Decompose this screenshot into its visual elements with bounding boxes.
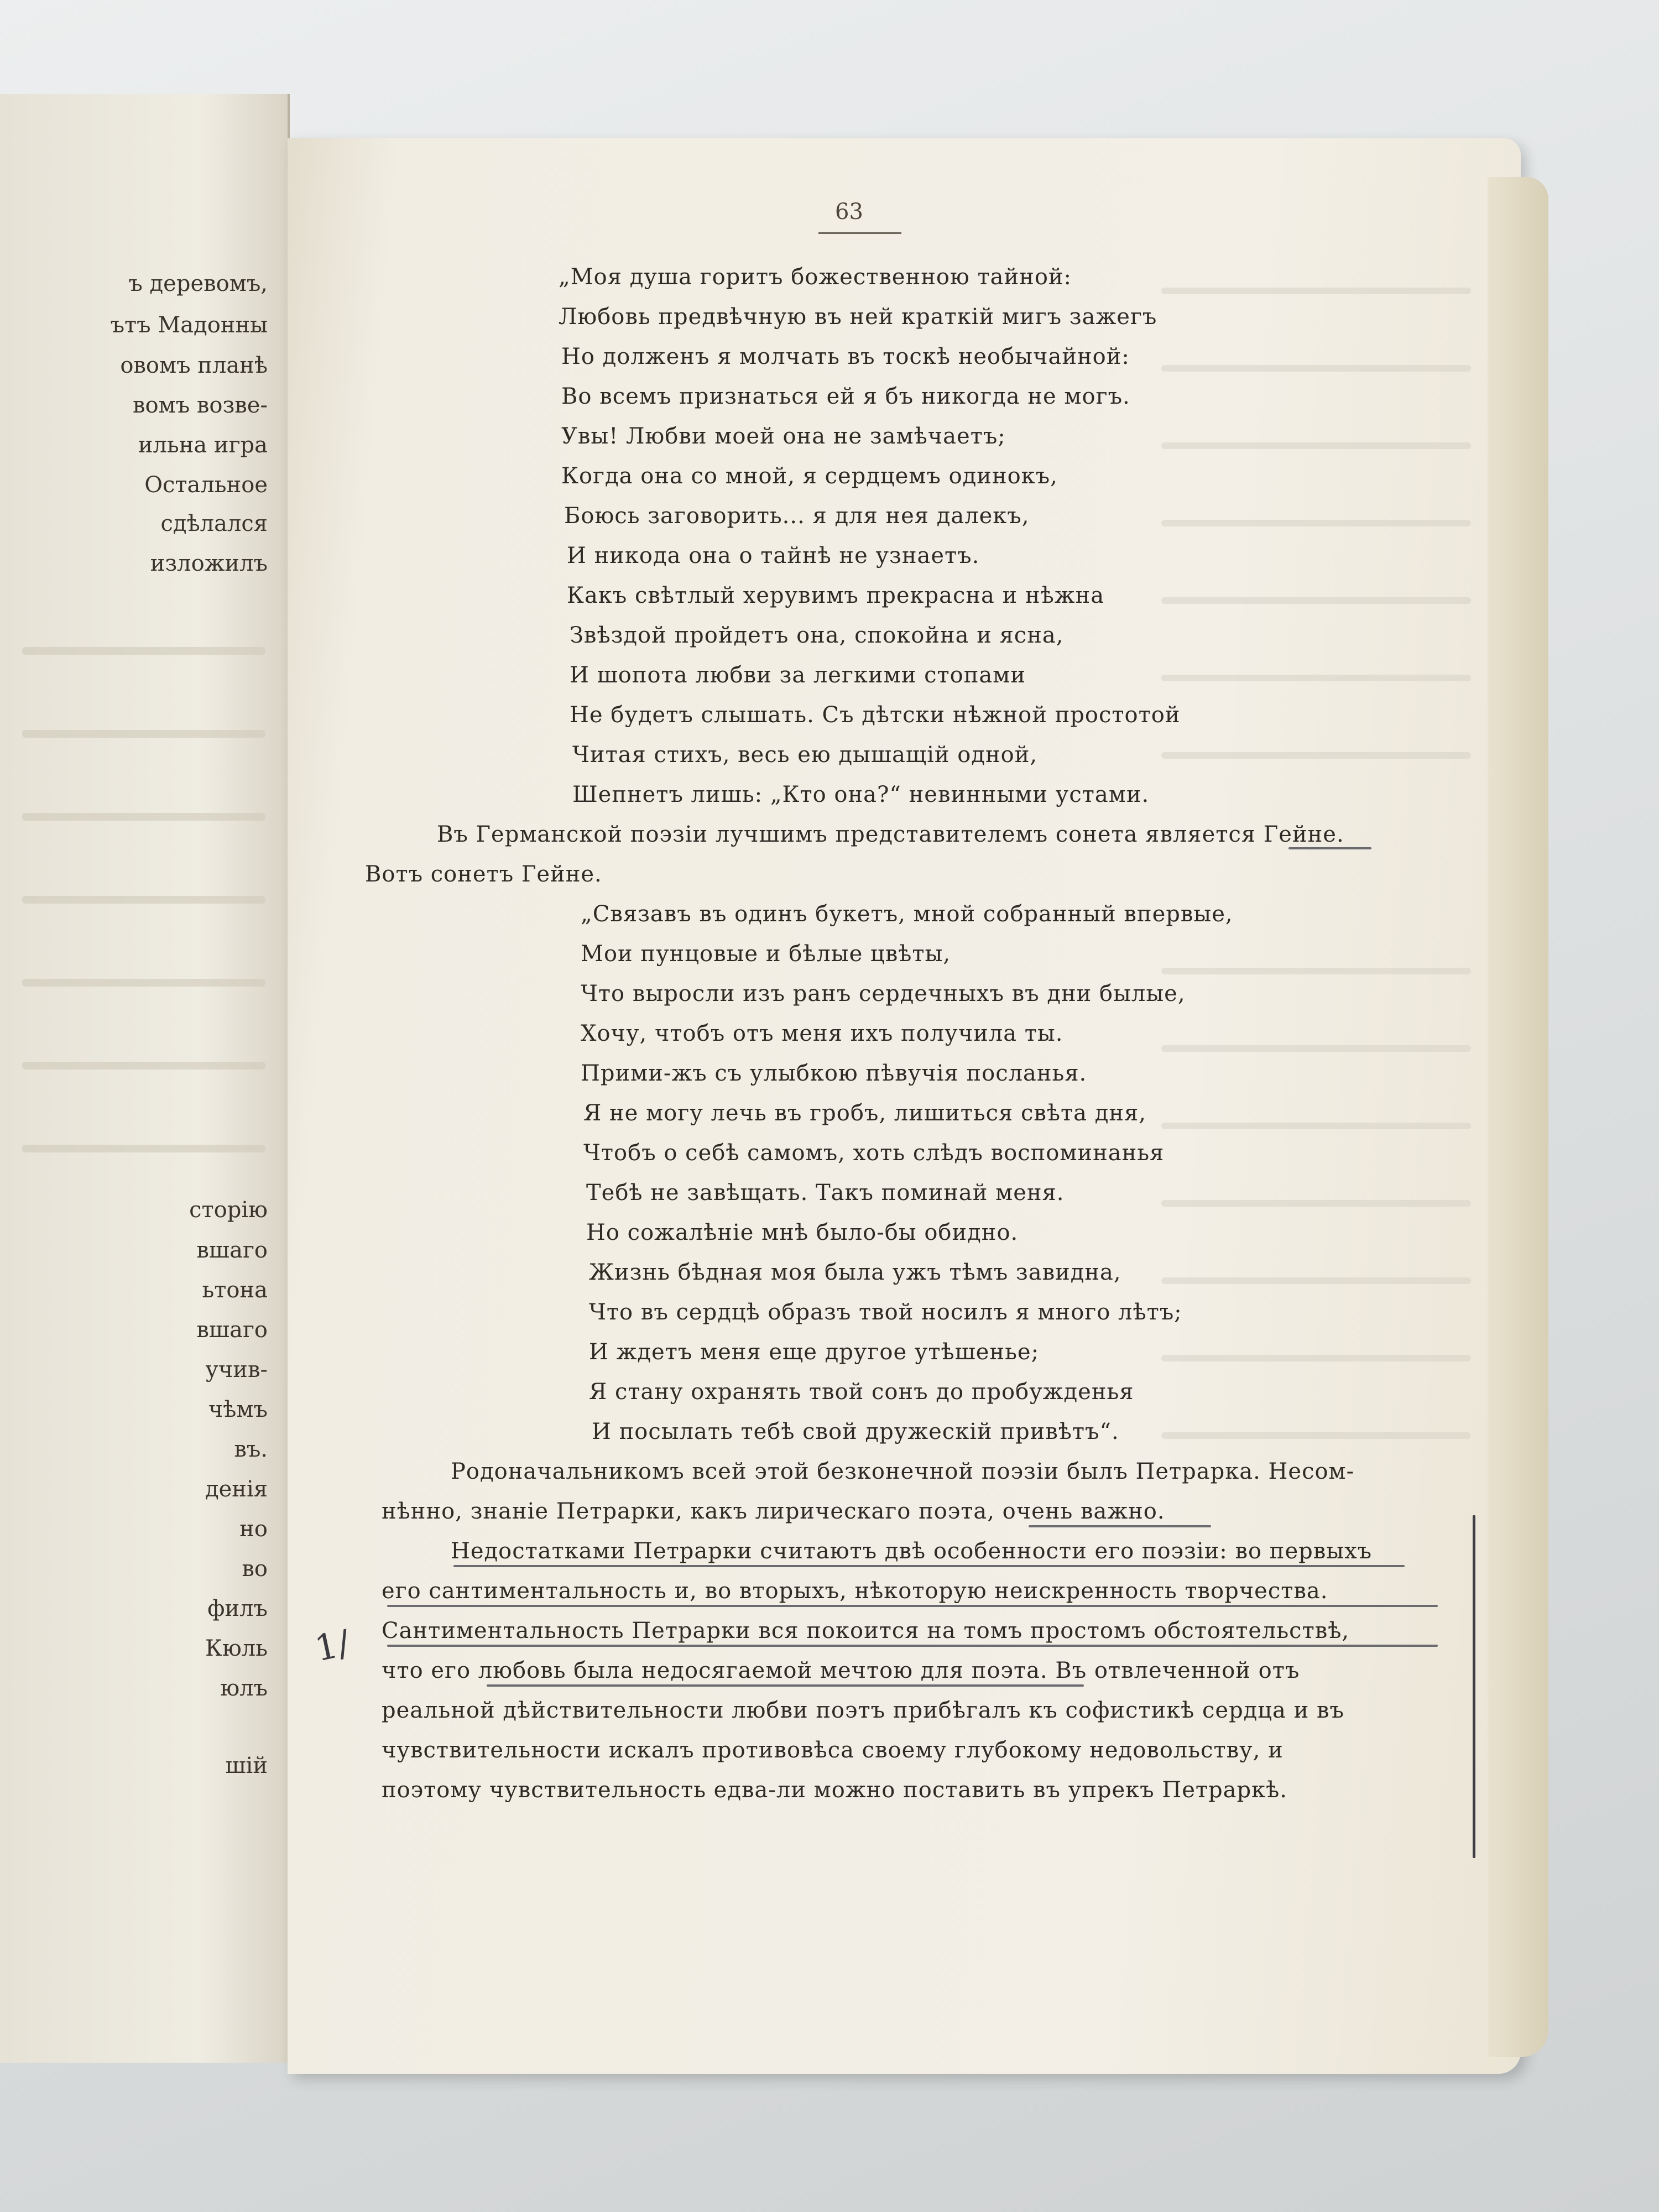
bleed-through-line [1161,752,1471,759]
margin-handwritten-note: 1/ [311,1623,354,1670]
poem-line: „Моя душа горитъ божественною тайной: [559,264,1072,290]
poem-line: Жизнь бѣдная моя была ужъ тѣмъ завидна, [589,1260,1121,1285]
page-edge [1488,177,1548,2057]
left-page-line: но [239,1516,268,1542]
poem-line: Шепнетъ лишь: „Кто она?“ невинными устами. [572,782,1150,807]
poem-line: И шопота любви за легкими стопами [570,662,1026,688]
bleed-through-line [1161,597,1471,604]
left-page-line: юлъ [220,1676,268,1701]
bleed-through-line [1161,1123,1471,1129]
bleed-through-line [1161,442,1471,449]
bleed-through-line [1161,288,1471,294]
pencil-underline [487,1684,1084,1687]
left-page-line: ьтона [202,1277,268,1303]
left-page-line: денія [205,1477,268,1502]
page-number: 63 [835,199,863,225]
left-page-line: шій [225,1753,268,1778]
prose-line: Вотъ сонетъ Гейне. [365,862,602,887]
bleed-through-line [1161,675,1471,681]
left-page-line: ътъ Мадонны [110,312,268,338]
poem-line: И посылать тебѣ свой дружескій привѣтъ“. [592,1419,1119,1444]
page-number-rule [818,232,901,234]
poem-line: Но долженъ я молчать въ тоскѣ необычайной: [561,344,1130,369]
poem-line: Чтобъ о себѣ самомъ, хоть слѣдъ воспоминанья [583,1140,1165,1166]
faded-line [22,1145,265,1152]
left-page-line: вомъ возве- [132,393,268,418]
poem-line: Но сожалѣніе мнѣ было-бы обидно. [586,1220,1019,1245]
poem-line: Когда она со мной, я сердцемъ одинокъ, [561,463,1058,489]
bleed-through-line [1161,1277,1471,1284]
poem-line: Читая стихъ, весь ею дышащій одной, [572,742,1038,768]
margin-pencil-mark [1473,1515,1475,1858]
poem-line: Что въ сердцѣ образъ твой носилъ я много лѣтъ; [589,1300,1182,1325]
left-page [0,94,290,2063]
prose-line: поэтому чувствительность едва-ли можно поставить въ упрекъ Петраркѣ. [382,1777,1287,1803]
left-page-line: сторію [189,1197,268,1223]
faded-line [22,813,265,821]
pencil-underline [1288,847,1371,849]
poem-line: „Связавъ въ одинъ букетъ, мной собранный впервые, [581,901,1233,927]
prose-line: Въ Германской поэзіи лучшимъ представителемъ сонета является Гейне. [437,822,1344,847]
faded-line [22,1062,265,1070]
poem-line: И никода она о тайнѣ не узнаетъ. [567,543,980,568]
poem-line: Что выросли изъ ранъ сердечныхъ въ дни былые, [581,981,1186,1006]
bleed-through-line [1161,1200,1471,1207]
poem-line: Я не могу лечь въ гробъ, лишиться свѣта дня, [583,1100,1146,1126]
prose-line: Родоначальникомъ всей этой безконечной поэзіи былъ Петрарка. Несом- [451,1459,1355,1484]
faded-line [22,979,265,987]
left-page-line: изложилъ [150,551,268,576]
poem-line: Прими-жъ съ улыбкою пѣвучія посланья. [581,1061,1087,1086]
pencil-underline [1029,1525,1211,1527]
poem-line: И ждетъ меня еще другое утѣшенье; [589,1339,1040,1365]
bleed-through-line [1161,1045,1471,1052]
bleed-through-line [1161,1355,1471,1361]
pencil-underline [387,1645,1438,1647]
prose-line: нѣнно, знаніе Петрарки, какъ лирическаго поэта, очень важно. [382,1499,1165,1524]
poem-line: Мои пунцовые и бѣлые цвѣты, [581,941,951,967]
prose-line: реальной дѣйствительности любви поэтъ прибѣгалъ къ софистикѣ сердца и въ [382,1698,1344,1723]
left-page-line: овомъ планѣ [120,353,268,378]
poem-line: Хочу, чтобъ отъ меня ихъ получила ты. [581,1021,1063,1046]
poem-line: Я стану охранять твой сонъ до пробужденья [589,1379,1134,1405]
left-page-line: въ. [234,1437,268,1462]
left-page-line: Кюль [205,1636,268,1661]
left-page-line: учив- [205,1357,268,1383]
poem-line: Любовь предвѣчную въ ней краткій мигъ зажегъ [559,304,1157,330]
poem-line: Не будетъ слышать. Съ дѣтски нѣжной простотой [570,702,1181,728]
left-page-line: вшаго [196,1238,268,1263]
left-page-line: чѣмъ [208,1397,268,1422]
bleed-through-line [1161,1432,1471,1439]
left-page-line: во [242,1556,268,1582]
poem-line: Увы! Любви моей она не замѣчаетъ; [561,424,1006,449]
left-page-line: вшаго [196,1317,268,1343]
faded-line [22,647,265,655]
left-page-line: сдѣлался [160,511,268,536]
faded-line [22,896,265,904]
poem-line: Во всемъ признаться ей я бъ никогда не могъ. [561,384,1130,409]
poem-line: Какъ свѣтлый херувимъ прекрасна и нѣжна [567,583,1105,608]
left-page-line: Остальное [144,472,268,498]
poem-line: Тебѣ не завѣщать. Такъ поминай меня. [586,1180,1065,1206]
prose-line: чувствительности искалъ противовѣса своему глубокому недовольству, и [382,1738,1284,1763]
poem-line: Боюсь заговорить... я для нея далекъ, [564,503,1030,529]
prose-line: Сантиментальность Петрарки вся покоится на томъ простомъ обстоятельствѣ, [382,1618,1350,1644]
prose-line: что его любовь была недосягаемой мечтою для поэта. Въ отвлеченной отъ [382,1658,1300,1683]
pencil-underline [387,1605,1438,1607]
prose-line: Недостатками Петрарки считаютъ двѣ особенности его поэзіи: во первыхъ [451,1538,1373,1564]
left-page-line: ильна игра [138,432,268,458]
bleed-through-line [1161,968,1471,974]
pencil-underline [453,1565,1405,1567]
faded-line [22,730,265,738]
poem-line: Звѣздой пройдетъ она, спокойна и ясна, [570,623,1064,648]
bleed-through-line [1161,520,1471,526]
prose-line: его сантиментальность и, во вторыхъ, нѣкоторую неискренность творчества. [382,1578,1328,1604]
bleed-through-line [1161,365,1471,372]
left-page-line: ъ деревомъ, [128,271,268,296]
left-page-line: филъ [207,1596,268,1621]
